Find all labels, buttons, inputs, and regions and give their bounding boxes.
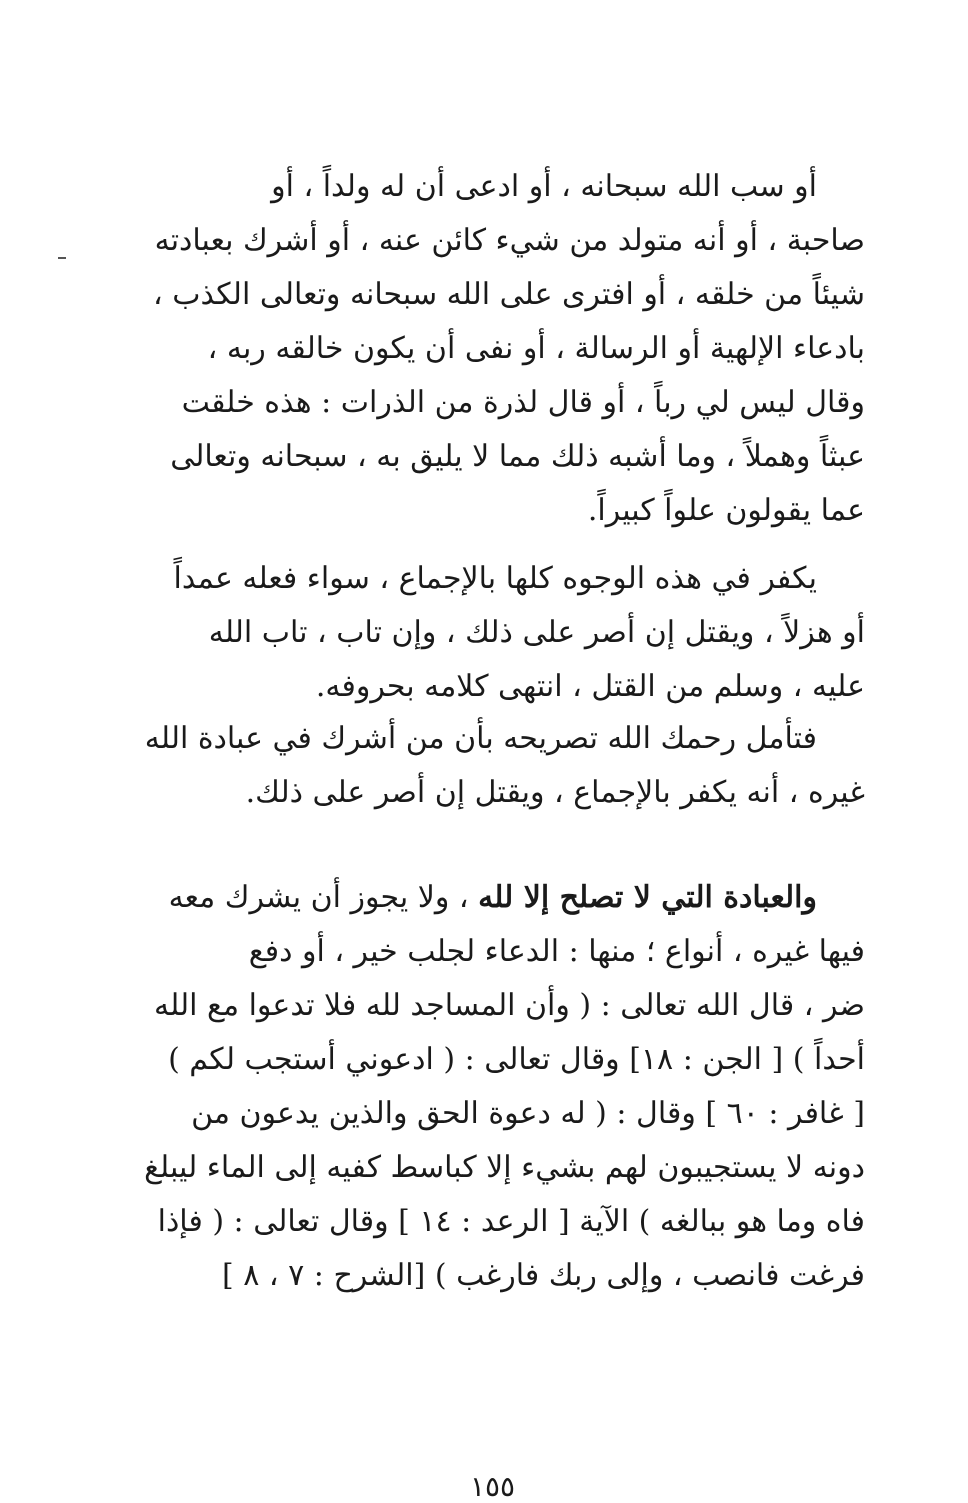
heading-line-rest: ، ولا يجوز أن يشرك معه — [168, 880, 479, 915]
text-line: [ غافر : ٦٠ ] وقال : ( له دعوة الحق والذين يدعون من — [191, 1096, 865, 1131]
text-line: بادعاء الإلهية أو الرسالة ، أو نفى أن يكون خالقه ربه ، — [207, 331, 865, 366]
text-line: شيئاً من خلقه ، أو افترى على الله سبحانه وتعالى الكذب ، — [153, 277, 865, 312]
paragraph-2 — [120, 552, 865, 714]
text-line: يكفر في هذه الوجوه كلها بالإجماع ، سواء فعله عمداً — [173, 561, 817, 596]
text-line: صاحبة ، أو أنه متولد من شيء كائن عنه ، أو أشرك بعبادته — [154, 223, 865, 258]
paragraph-3 — [120, 712, 865, 820]
paragraph-4 — [120, 871, 865, 1303]
text-line: أو هزلاً ، ويقتل إن أصر على ذلك ، وإن تاب ، تاب الله — [208, 615, 865, 650]
text-line: فرغت فانصب ، وإلى ربك فارغب ) [الشرح : ٧ ، ٨ ] — [222, 1258, 865, 1293]
text-line: فيها غيره ، أنواع ؛ منها : الدعاء لجلب خير ، أو دفع — [248, 934, 865, 969]
margin-mark — [58, 257, 66, 259]
page-body — [120, 160, 865, 1503]
text-line: فاه وما هو ببالغه ) الآية [ الرعد : ١٤ ] وقال تعالى : ( فإذا — [157, 1204, 865, 1239]
text-line: وقال ليس لي رباً ، أو قال لذرة من الذرات : هذه خلقت — [181, 385, 865, 420]
text-line: عبثاً وهملاً ، وما أشبه ذلك مما لا يليق به ، سبحانه وتعالى — [170, 439, 865, 474]
text-line: أو سب الله سبحانه ، أو ادعى أن له ولداً ، أو — [271, 169, 817, 204]
text-line-first — [120, 871, 865, 925]
text-line: فتأمل رحمك الله تصريحه بأن من أشرك في عبادة الله — [144, 721, 817, 756]
paragraph-1 — [120, 160, 865, 538]
bold-heading-phrase: والعبادة التي لا تصلح إلا لله — [478, 880, 817, 915]
text-line: عما يقولون علواً كبيراً. — [587, 493, 865, 528]
text-line: ضر ، قال الله تعالى : ( وأن المساجد لله فلا تدعوا مع الله — [154, 988, 865, 1023]
text-line: أحداً ) [ الجن : ١٨] وقال تعالى : ( ادعوني أستجب لكم ) — [168, 1042, 865, 1077]
page-number: ١٥٥ — [469, 1470, 516, 1503]
text-line: عليه ، وسلم من القتل ، انتهى كلامه بحروفه. — [315, 669, 865, 704]
text-line: غيره ، أنه يكفر بالإجماع ، ويقتل إن أصر على ذلك. — [245, 775, 865, 810]
text-line: دونه لا يستجيبون لهم بشيء إلا كباسط كفيه إلى الماء ليبلغ — [144, 1150, 865, 1185]
